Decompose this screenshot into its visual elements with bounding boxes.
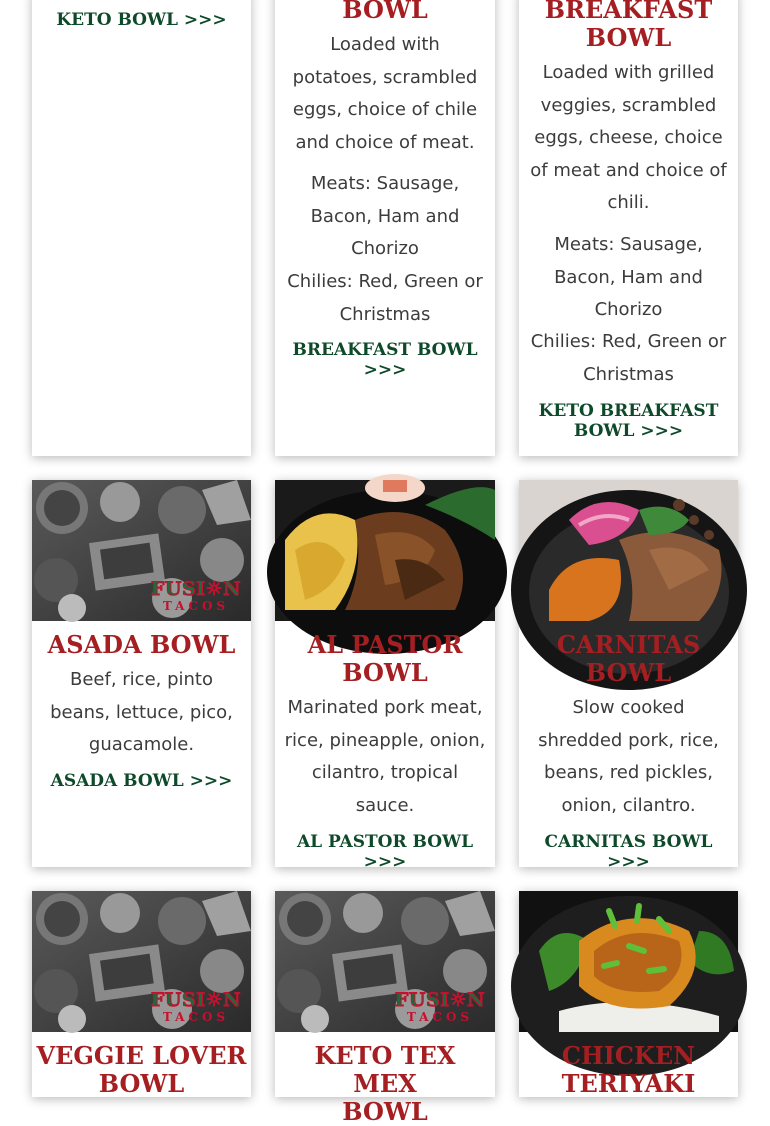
fusion-tacos-placeholder-image[interactable] xyxy=(275,891,495,1032)
keto-tex-mex-bowl-title: KETO TEX MEX BOWL xyxy=(314,1041,456,1126)
breakfast-bowl-meats: Meats: Sausage, Bacon, Ham and Chorizo xyxy=(310,173,460,259)
keto-breakfast-bowl-meats: Meats: Sausage, Bacon, Ham and Chorizo xyxy=(554,234,703,320)
keto-bowl-link[interactable]: KETO BOWL >>> xyxy=(56,10,227,30)
breakfast-bowl-title: BOWL xyxy=(342,0,428,24)
al-pastor-photo[interactable] xyxy=(275,480,495,621)
fusion-tacos-placeholder-image[interactable] xyxy=(32,891,251,1032)
asada-bowl-link[interactable]: ASADA BOWL >>> xyxy=(50,771,233,791)
carnitas-bowl-title: CARNITAS BOWL xyxy=(556,630,701,687)
breakfast-bowl-chilies: Chilies: Red, Green or Christmas xyxy=(287,271,483,325)
asada-bowl-title: ASADA BOWL xyxy=(47,630,236,659)
breakfast-bowl-description: Loaded with potatoes, scrambled eggs, choice of chile and choice of meat. xyxy=(292,34,478,153)
breakfast-bowl-link[interactable]: BREAKFAST BOWL >>> xyxy=(292,340,478,380)
keto-tex-mex-bowl-card xyxy=(275,891,495,1126)
al-pastor-bowl-description: Marinated pork meat, rice, pineapple, onion, cilantro, tropical sauce. xyxy=(284,697,486,816)
carnitas-bowl-card xyxy=(519,480,738,872)
fusion-tacos-logo: FUSI☼N TACOS xyxy=(394,989,485,1024)
keto-breakfast-bowl-title: BREAKFAST BOWL xyxy=(544,0,713,52)
keto-bowl-card xyxy=(32,0,251,456)
al-pastor-bowl-link[interactable]: AL PASTOR BOWL >>> xyxy=(296,832,474,872)
chicken-teriyaki-title: CHICKEN TERIYAKI xyxy=(561,1041,696,1098)
fusion-tacos-logo: FUSI☼N TACOS xyxy=(150,578,241,613)
keto-breakfast-bowl-description: Loaded with grilled veggies, scrambled eggs, cheese, choice of meat and choice of chili. xyxy=(530,62,727,213)
keto-breakfast-bowl-chilies: Chilies: Red, Green or Christmas xyxy=(530,331,727,385)
chicken-teriyaki-card xyxy=(519,891,738,1097)
carnitas-photo[interactable] xyxy=(519,480,738,621)
asada-bowl-card xyxy=(32,480,251,867)
al-pastor-bowl-card xyxy=(275,480,495,872)
carnitas-bowl-description: Slow cooked shredded pork, rice, beans, red pickles, onion, cilantro. xyxy=(538,697,719,816)
veggie-lover-bowl-title: VEGGIE LOVER BOWL xyxy=(36,1041,247,1098)
al-pastor-bowl-title: AL PASTOR BOWL xyxy=(307,630,463,687)
breakfast-bowl-card xyxy=(275,0,495,456)
carnitas-bowl-link[interactable]: CARNITAS BOWL >>> xyxy=(544,832,713,872)
asada-bowl-description: Beef, rice, pinto beans, lettuce, pico, guacamole. xyxy=(50,669,233,755)
keto-breakfast-bowl-link[interactable]: KETO BREAKFAST BOWL >>> xyxy=(538,401,719,441)
chicken-teriyaki-photo[interactable] xyxy=(519,891,738,1032)
fusion-tacos-placeholder-image[interactable] xyxy=(32,480,251,621)
fusion-tacos-logo: FUSI☼N TACOS xyxy=(150,989,241,1024)
keto-breakfast-bowl-card xyxy=(519,0,738,456)
veggie-lover-bowl-card xyxy=(32,891,251,1097)
